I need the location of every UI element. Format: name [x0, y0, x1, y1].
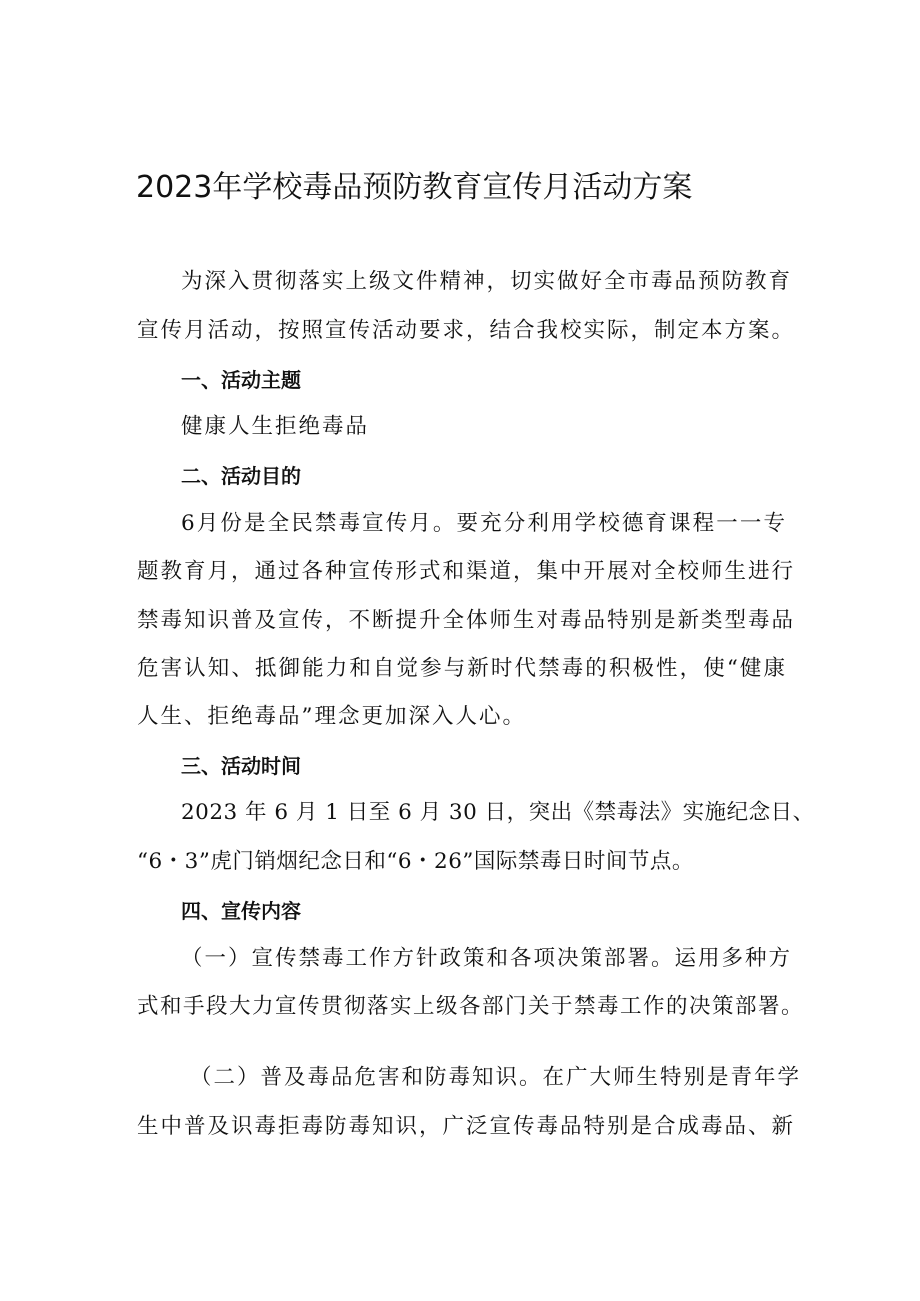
section-2-line-4: 危害认知、抵御能力和自觉参与新时代禁毒的积极性，使“健康: [137, 656, 787, 681]
section-2-line-1: 6月份是全民禁毒宣传月。要充分利用学校德育课程一一专: [181, 511, 787, 536]
section-4-item-2-line-1: （二）普及毒品危害和防毒知识。在广大师生特别是青年学: [190, 1065, 802, 1090]
intro-line-1: 为深入贯彻落实上级文件精神，切实做好全市毒品预防教育: [181, 269, 793, 294]
section-2-line-3: 禁毒知识普及宣传，不断提升全体师生对毒品特别是新类型毒品: [137, 608, 796, 633]
intro-line-2: 宣传月活动，按照宣传活动要求，结合我校实际，制定本方案。: [137, 318, 796, 343]
section-4-item-1-line-1: （一）宣传禁毒工作方针政策和各项决策部署。运用多种方: [181, 946, 793, 971]
page-title: 2023年学校毒品预防教育宣传月活动方案: [136, 170, 693, 205]
section-2-line-5: 人生、拒绝毒品”理念更加深入人心。: [137, 704, 526, 729]
section-4-item-1-line-2: 式和手段大力宣传贯彻落实上级各部门关于禁毒工作的决策部署。: [137, 994, 805, 1019]
section-1-heading: 一、活动主题: [181, 368, 301, 392]
section-3-line-1: 2023 年 6 月 1 日至 6 月 30 日，突出《禁毒法》实施纪念日、: [181, 800, 815, 825]
section-3-heading: 三、活动时间: [181, 754, 301, 778]
section-4-item-2-line-2: 生中普及识毒拒毒防毒知识，广泛宣传毒品特别是合成毒品、新: [137, 1114, 796, 1139]
section-2-line-2: 题教育月，通过各种宣传形式和渠道，集中开展对全校师生进行: [137, 559, 796, 584]
section-4-heading: 四、宣传内容: [181, 899, 301, 923]
section-1-text: 健康人生拒绝毒品: [181, 414, 370, 439]
section-3-line-2: “6・3”虎门销烟纪念日和“6・26”国际禁毒日时间节点。: [137, 849, 694, 874]
section-2-heading: 二、活动目的: [181, 464, 301, 488]
